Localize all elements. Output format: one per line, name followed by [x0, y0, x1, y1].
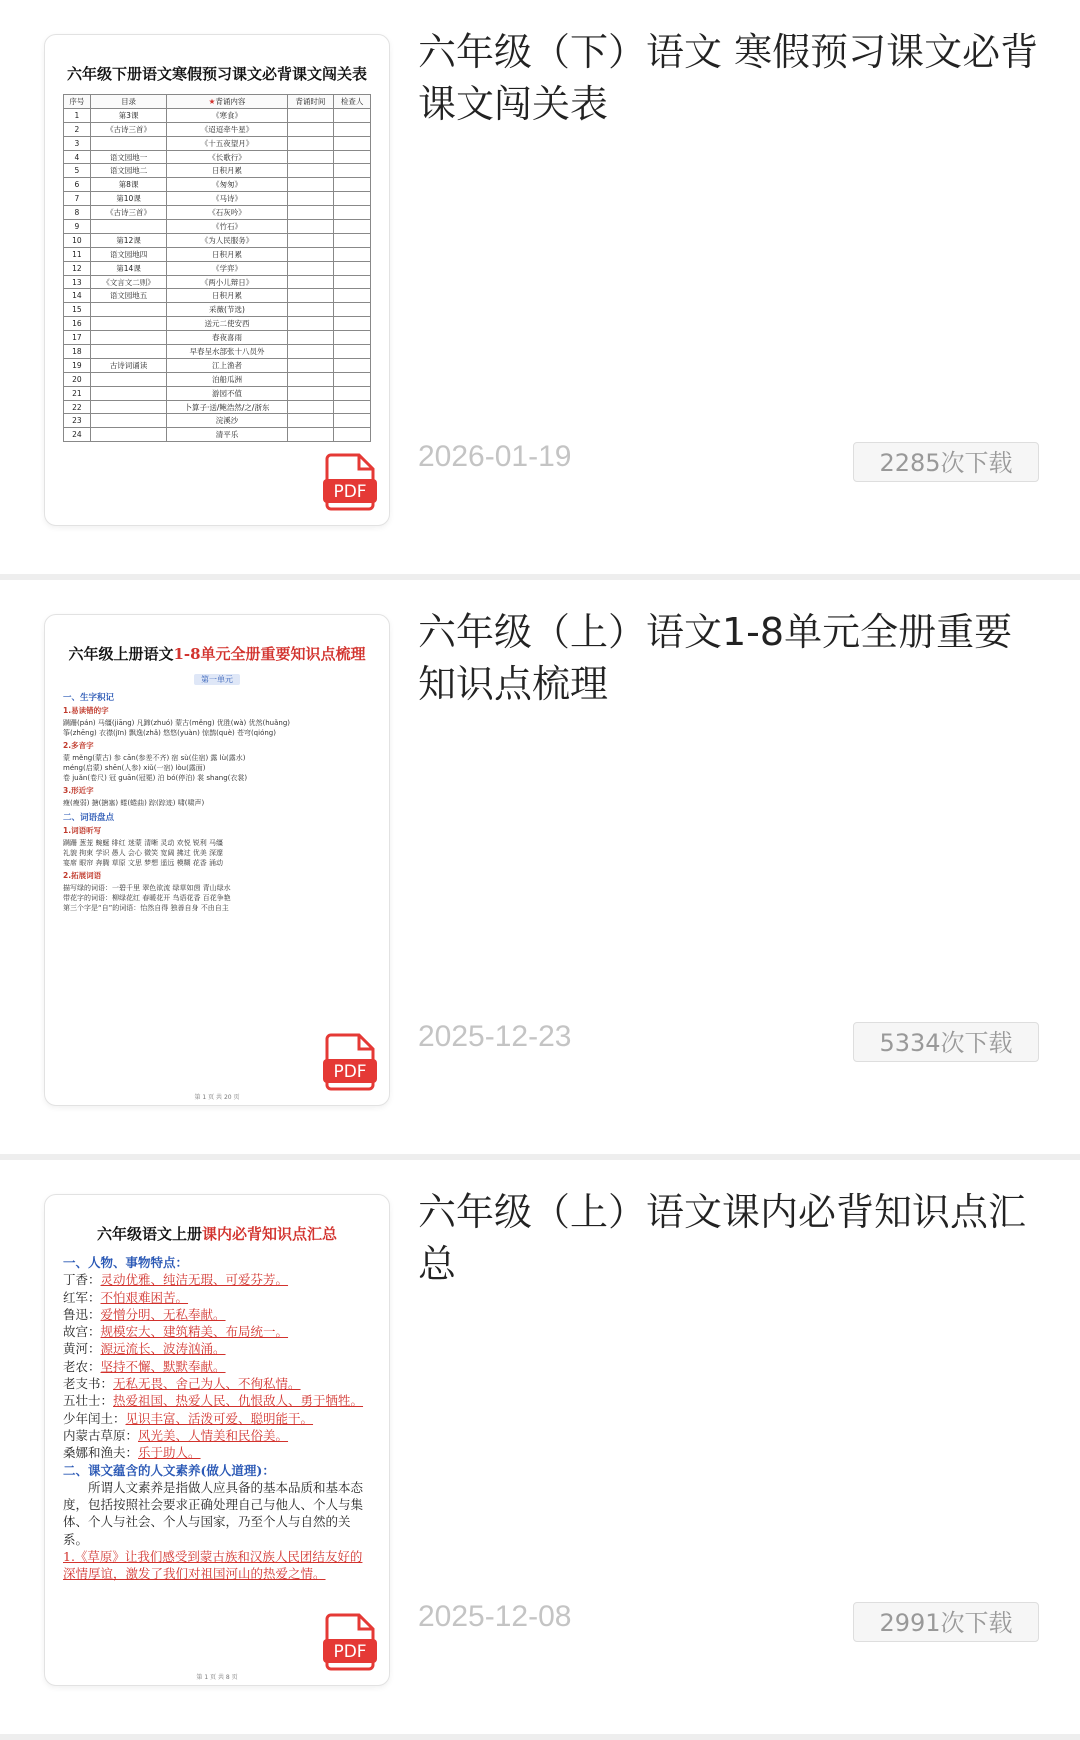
pdf-file-icon	[323, 1033, 377, 1091]
document-body-2	[63, 1462, 371, 1583]
table-cell	[90, 220, 167, 234]
table-cell: 第10课	[90, 192, 167, 206]
item-value: 不怕艰难困苦。	[100, 1289, 189, 1305]
table-cell	[90, 414, 167, 428]
item-value: 无私无畏、舍己为人、不徇私情。	[113, 1376, 301, 1392]
doc-title: 六年级语文上册课内必背知识点汇总	[96, 1225, 338, 1243]
publish-date: 2025-12-08	[418, 1600, 572, 1633]
table-row	[64, 220, 371, 234]
table-cell: 5	[64, 164, 91, 178]
table-cell: 《古诗三首》	[90, 122, 167, 136]
section-heading: 一、生字积记	[63, 693, 115, 703]
section-heading: 二、词语盘点	[63, 813, 115, 823]
document-thumbnail[interactable]	[44, 34, 390, 526]
text-line: 卷 juǎn(卷尺) 冠 guān(冠冕) 泊 bó(停泊) 裳 shang(衣裳)	[63, 774, 248, 782]
list-item	[63, 1271, 371, 1288]
list-item	[63, 1392, 371, 1409]
table-row	[64, 150, 371, 164]
table-row	[64, 303, 371, 317]
document-preview	[63, 1213, 371, 1661]
table-cell	[334, 233, 371, 247]
item-value: 规模宏大、建筑精美、布局统一。	[100, 1324, 289, 1340]
table-row	[64, 275, 371, 289]
table-row	[64, 108, 371, 122]
document-thumbnail[interactable]	[44, 614, 390, 1106]
table-cell	[334, 400, 371, 414]
table-cell: 《文言文二则》	[90, 275, 167, 289]
table-cell: 19	[64, 358, 91, 372]
section-heading: 二、课文蕴含的人文素养(做人道理)：	[63, 1462, 275, 1478]
table-cell	[334, 247, 371, 261]
table-cell	[90, 331, 167, 345]
table-cell: 17	[64, 331, 91, 345]
resource-card-3[interactable]	[0, 1160, 1080, 1740]
svg-text:PDF: PDF	[333, 482, 367, 502]
table-row	[64, 178, 371, 192]
table-row	[64, 289, 371, 303]
table-cell: 22	[64, 400, 91, 414]
table-cell: 第8课	[90, 178, 167, 192]
table-cell	[334, 261, 371, 275]
table-cell: 《学弈》	[167, 261, 287, 275]
table-cell	[90, 428, 167, 442]
table-cell: 日积月累	[167, 247, 287, 261]
table-cell: 《迢迢牵牛星》	[167, 122, 287, 136]
list-item	[63, 1375, 371, 1392]
table-row	[64, 233, 371, 247]
table-row	[64, 372, 371, 386]
table-cell	[334, 108, 371, 122]
list-item	[63, 1340, 371, 1357]
table-cell: 语文园地五	[90, 289, 167, 303]
sub-heading: 1.易读错的字	[63, 706, 109, 715]
table-cell	[287, 108, 334, 122]
table-cell	[334, 220, 371, 234]
table-cell	[90, 345, 167, 359]
table-cell: 21	[64, 386, 91, 400]
table-row	[64, 400, 371, 414]
table-cell: 24	[64, 428, 91, 442]
text-line: 瘦(瘦弱) 搪(搪塞) 蜷(蜷曲) 踪(踪迹) 啸(啸声)	[63, 799, 205, 807]
table-cell: 20	[64, 372, 91, 386]
doc-title: 六年级上册语文1-8单元全册重要知识点梳理	[68, 645, 366, 663]
table-cell	[287, 192, 334, 206]
list-item	[63, 1410, 371, 1427]
table-cell: 江上渔者	[167, 358, 287, 372]
table-row	[64, 247, 371, 261]
table-header: 序号	[64, 95, 91, 109]
item-label: 鲁迅：	[63, 1306, 101, 1322]
resource-title[interactable]: 六年级（上）语文课内必背知识点汇总	[418, 1190, 1027, 1286]
item-value: 乐于助人。	[138, 1445, 201, 1461]
list-item	[63, 1358, 371, 1375]
table-cell	[90, 386, 167, 400]
list-item	[63, 1289, 371, 1306]
paragraph: 所谓人文素养是指做人应具备的基本品质和基本态度，包括按照社会要求正确处理自己与他人、个人与集体、个人与社会、个人与国家，乃至个人与自然的关系。	[63, 1479, 364, 1547]
table-cell: 第12课	[90, 233, 167, 247]
document-thumbnail[interactable]	[44, 1194, 390, 1686]
table-row	[64, 345, 371, 359]
table-cell: 《寒食》	[167, 108, 287, 122]
table-cell: 6	[64, 178, 91, 192]
list-item	[63, 1427, 371, 1444]
table-cell: 卜算子·送/鲍浩然/之/浙东	[167, 400, 287, 414]
list-item	[63, 1444, 371, 1461]
table-cell	[287, 233, 334, 247]
text-line: 第三个字是“自”的词语：怡然自得 独善自身 不由自主	[63, 904, 229, 912]
table-cell: 12	[64, 261, 91, 275]
table-cell	[287, 164, 334, 178]
table-cell: 《长歌行》	[167, 150, 287, 164]
item-value: 风光美、人情美和民俗美。	[138, 1427, 289, 1443]
table-row	[64, 164, 371, 178]
table-cell	[334, 303, 371, 317]
table-cell	[287, 400, 334, 414]
paragraph: 1.《草原》让我们感受到蒙古族和汉族人民团结友好的深情厚谊，激发了我们对祖国河山的热爱之情。	[63, 1549, 363, 1582]
table-cell: 日积月累	[167, 164, 287, 178]
table-cell	[334, 192, 371, 206]
item-label: 少年闰土：	[63, 1410, 126, 1426]
table-cell: 16	[64, 317, 91, 331]
text-line: 宴席 眼帘 奔腾 草原 文思 梦想 遥远 模糊 花香 涌动	[63, 859, 224, 867]
table-cell: 3	[64, 136, 91, 150]
table-cell	[334, 178, 371, 192]
item-value: 见识丰富、活泼可爱、聪明能干。	[125, 1410, 314, 1426]
table-cell	[334, 289, 371, 303]
table-cell: 第3课	[90, 108, 167, 122]
section-heading: 一、人物、事物特点：	[63, 1255, 189, 1270]
download-count-badge[interactable]: 5334次下载	[853, 1022, 1039, 1062]
table-row	[64, 331, 371, 345]
text-line: 描写绿的词语：一碧千里 翠色欲流 绿草如茵 青山绿水	[63, 884, 231, 892]
item-label: 丁香：	[63, 1272, 101, 1288]
doc-title: 六年级下册语文寒假预习课文必背课文闯关表	[66, 65, 367, 83]
text-line: 蒙 měng(蒙古) 参 cān(参差不齐) 宿 sù(住宿) 露 lù(露水)	[63, 754, 246, 762]
publish-date: 2026-01-19	[418, 440, 572, 473]
item-label: 黄河：	[63, 1341, 101, 1357]
table-cell	[287, 386, 334, 400]
resource-title[interactable]: 六年级（上）语文1-8单元全册重要知识点梳理	[418, 610, 1013, 706]
table-cell	[90, 136, 167, 150]
pdf-file-icon	[323, 1613, 377, 1671]
item-label: 内蒙古草原：	[63, 1427, 139, 1443]
table-row	[64, 261, 371, 275]
sub-heading: 2.拓展词语	[63, 871, 102, 880]
table-cell: 游园不值	[167, 386, 287, 400]
text-line: 蹒跚 葱茏 蜿蜒 绯红 迷蒙 清晰 灵动 欢悦 锐利 马缰	[63, 839, 224, 847]
table-header: ★背诵内容	[167, 95, 287, 109]
table-cell: 《马诗》	[167, 192, 287, 206]
table-cell	[334, 428, 371, 442]
table-cell	[287, 206, 334, 220]
item-value: 源远流长、波涛汹涌。	[100, 1341, 226, 1357]
table-cell: 早春呈水部张十八员外	[167, 345, 287, 359]
table-cell: 泊船瓜洲	[167, 372, 287, 386]
table-cell	[287, 331, 334, 345]
table-cell: 14	[64, 289, 91, 303]
table-cell: 送元二使安西	[167, 317, 287, 331]
table-cell	[287, 289, 334, 303]
table-cell: 语文园地四	[90, 247, 167, 261]
table-header: 目录	[90, 95, 167, 109]
table-row	[64, 358, 371, 372]
table-cell: 清平乐	[167, 428, 287, 442]
table-cell: 9	[64, 220, 91, 234]
resource-card-2[interactable]	[0, 580, 1080, 1160]
table-header: 背诵时间	[287, 95, 334, 109]
table-cell: 8	[64, 206, 91, 220]
table-cell	[287, 358, 334, 372]
table-cell	[334, 414, 371, 428]
table-header: 检查人	[334, 95, 371, 109]
table-cell	[334, 345, 371, 359]
table-cell	[287, 150, 334, 164]
unit-tag: 第一单元	[194, 674, 240, 685]
table-cell	[287, 220, 334, 234]
svg-text:PDF: PDF	[333, 1062, 367, 1082]
table-cell: 日积月累	[167, 289, 287, 303]
document-preview	[63, 633, 371, 1081]
star-icon: ★	[208, 96, 216, 106]
table-cell: 18	[64, 345, 91, 359]
table-cell	[334, 317, 371, 331]
table-row	[64, 192, 371, 206]
table-cell	[334, 150, 371, 164]
item-label: 故宫：	[63, 1324, 101, 1340]
item-value: 坚持不懈、默默奉献。	[100, 1358, 226, 1374]
text-line: 筝(zhēng) 衣襟(jīn) 飘逸(zhǎ) 悠悠(yuàn) 惊鹊(què) 苍穹(qióng)	[63, 729, 276, 737]
page-footer: 第 1 页 共 20 页	[194, 1094, 240, 1101]
table-row	[64, 136, 371, 150]
checklist-table	[63, 94, 371, 442]
table-cell	[90, 400, 167, 414]
publish-date: 2025-12-23	[418, 1020, 572, 1053]
table-cell: 23	[64, 414, 91, 428]
table-cell	[334, 206, 371, 220]
table-cell	[334, 164, 371, 178]
table-cell: 13	[64, 275, 91, 289]
table-cell	[334, 122, 371, 136]
item-label: 桑娜和渔夫：	[63, 1445, 139, 1461]
item-label: 老农：	[63, 1358, 101, 1374]
table-cell	[334, 136, 371, 150]
table-cell	[90, 303, 167, 317]
resource-card-1[interactable]	[0, 0, 1080, 580]
sub-heading: 3.形近字	[63, 786, 94, 795]
table-cell: 语文园地一	[90, 150, 167, 164]
table-cell: 《匆匆》	[167, 178, 287, 192]
text-line: 礼貌 拘束 学识 愚人 会心 微笑 宽阔 拂过 优美 深邃	[63, 849, 224, 857]
table-cell: 语文园地二	[90, 164, 167, 178]
item-value: 灵动优雅、纯洁无瑕、可爱芬芳。	[100, 1272, 289, 1288]
list-item	[63, 1323, 371, 1340]
table-row	[64, 428, 371, 442]
table-cell	[287, 178, 334, 192]
text-line: 带花字的词语：柳绿花红 春暖花开 鸟语花香 百花争艳	[63, 894, 231, 902]
text-line: méng(启蒙) shēn(人参) xiǔ(一宿) lòu(露面)	[63, 764, 206, 772]
table-cell: 浣溪沙	[167, 414, 287, 428]
table-row	[64, 122, 371, 136]
table-cell: 《两小儿辩日》	[167, 275, 287, 289]
download-count-badge[interactable]: 2991次下载	[853, 1602, 1039, 1642]
document-body	[63, 1254, 371, 1462]
table-cell: 第14课	[90, 261, 167, 275]
table-cell	[287, 303, 334, 317]
table-cell	[334, 358, 371, 372]
item-value: 热爱祖国、热爱人民、仇恨敌人、勇于牺牲。	[113, 1393, 364, 1409]
table-cell: 4	[64, 150, 91, 164]
table-cell	[90, 372, 167, 386]
pdf-file-icon	[323, 453, 377, 511]
table-cell: 《十五夜望月》	[167, 136, 287, 150]
table-cell	[287, 345, 334, 359]
text-line: 蹒跚(pán) 马缰(jiāng) 凡蹄(zhuó) 蒙古(měng) 优胜(wà) 优然(huǎng)	[63, 719, 291, 727]
table-row	[64, 414, 371, 428]
resource-title[interactable]: 六年级（下）语文 寒假预习课文必背课文闯关表	[418, 30, 1039, 126]
table-cell	[287, 136, 334, 150]
table-cell: 7	[64, 192, 91, 206]
item-value: 爱憎分明、无私奉献。	[100, 1306, 226, 1322]
table-cell: 《古诗三首》	[90, 206, 167, 220]
table-cell	[334, 275, 371, 289]
table-cell: 10	[64, 233, 91, 247]
table-cell: 1	[64, 108, 91, 122]
table-cell	[287, 372, 334, 386]
table-cell	[287, 414, 334, 428]
table-row	[64, 317, 371, 331]
table-cell	[287, 247, 334, 261]
table-cell	[287, 261, 334, 275]
item-label: 老支书：	[63, 1376, 114, 1392]
list-item	[63, 1306, 371, 1323]
table-cell: 古诗词诵读	[90, 358, 167, 372]
table-cell	[334, 386, 371, 400]
sub-heading: 1.词语听写	[63, 826, 102, 835]
table-cell	[287, 428, 334, 442]
table-cell	[334, 331, 371, 345]
download-count-badge[interactable]: 2285次下载	[853, 442, 1039, 482]
table-cell	[334, 372, 371, 386]
table-cell	[287, 317, 334, 331]
item-label: 红军：	[63, 1289, 101, 1305]
svg-text:PDF: PDF	[333, 1642, 367, 1662]
document-preview	[63, 53, 371, 501]
table-row	[64, 386, 371, 400]
item-label: 五壮士：	[63, 1393, 114, 1409]
table-cell: 《石灰吟》	[167, 206, 287, 220]
page-footer: 第 1 页 共 8 页	[196, 1674, 238, 1681]
table-cell: 《为人民服务》	[167, 233, 287, 247]
table-cell: 春夜喜雨	[167, 331, 287, 345]
table-cell	[287, 122, 334, 136]
table-cell: 《竹石》	[167, 220, 287, 234]
table-cell: 15	[64, 303, 91, 317]
sub-heading: 2.多音字	[63, 741, 94, 750]
table-cell	[90, 317, 167, 331]
table-cell: 11	[64, 247, 91, 261]
table-row	[64, 206, 371, 220]
table-cell	[287, 275, 334, 289]
table-cell: 采薇(节选)	[167, 303, 287, 317]
table-cell: 2	[64, 122, 91, 136]
